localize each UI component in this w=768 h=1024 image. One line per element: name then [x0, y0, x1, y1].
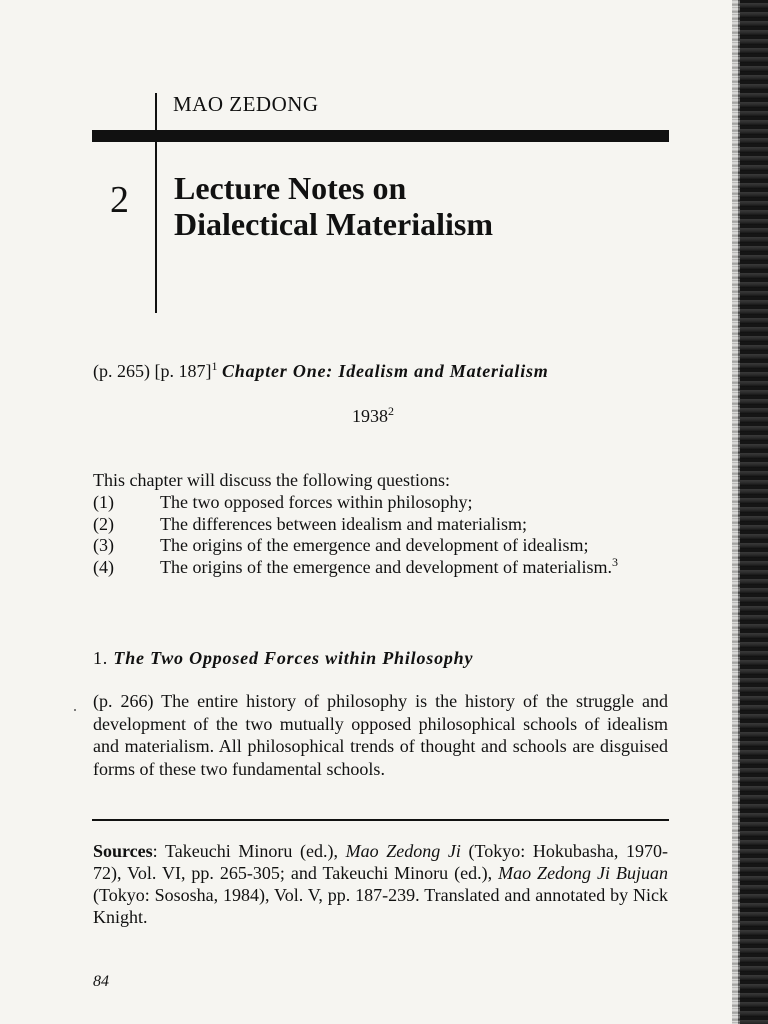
sources-text-1: : Takeuchi Minoru (ed.),	[152, 841, 346, 861]
year	[352, 406, 394, 427]
footnote-marker: 2	[388, 404, 394, 418]
section-heading	[93, 648, 473, 669]
reference-pages: (p. 265) [p. 187]	[93, 361, 212, 381]
question-item	[93, 535, 668, 557]
sources-rule	[92, 819, 669, 821]
question-number: (1)	[93, 492, 114, 512]
question-text-body: The origins of the emergence and development of idealism;	[160, 535, 589, 555]
sources-text-3: (Tokyo: Sososha, 1984), Vol. V, pp. 187-239. Translated and annotated by Nick Knight.	[93, 885, 668, 927]
question-item	[93, 492, 668, 514]
question-list	[93, 492, 668, 578]
question-text	[160, 492, 668, 514]
question-text	[160, 535, 668, 557]
footnote-marker: 1	[211, 359, 218, 373]
question-number: (3)	[93, 535, 114, 555]
section-title: The Two Opposed Forces within Philosophy	[113, 648, 474, 668]
sources-note	[93, 840, 668, 928]
sources-text-2: (Tokyo: Hokubasha, 1970-72), Vol. VI, pp. 265-305; and Takeuchi Minoru (ed.),	[93, 841, 668, 883]
question-number: (4)	[93, 556, 114, 577]
body-paragraph: (p. 266) The entire history of philosophy is the history of the struggle and development of the two mutually opposed philosophical schools of idealism and materialism. All philosophical trends of thought and schools are disguised forms of these two fundamental schools.	[93, 691, 668, 779]
question-number: (2)	[93, 513, 114, 534]
question-item	[93, 514, 668, 536]
sources-work-2: Mao Zedong Ji Bujuan	[498, 863, 668, 883]
question-text-body: The origins of the emergence and development of materialism.	[160, 556, 613, 577]
section-number: 1.	[93, 648, 109, 668]
page-number: 84	[93, 973, 109, 990]
footnote-marker: 3	[612, 554, 619, 569]
question-text	[160, 554, 668, 579]
header-rule	[92, 130, 669, 142]
vertical-rule	[155, 93, 157, 313]
chapter-title-line-2: Dialectical Materialism	[174, 206, 493, 242]
speck	[74, 709, 76, 711]
chapter-title	[174, 170, 493, 242]
intro-text: This chapter will discuss the following questions:	[93, 470, 450, 490]
chapter-number: 2	[110, 179, 129, 221]
page-reference	[93, 360, 673, 382]
sources-work-1: Mao Zedong Ji	[345, 841, 461, 861]
book-spine-edge	[738, 0, 768, 1024]
chapter-title-line-1: Lecture Notes on	[174, 170, 407, 206]
question-text-body: The two opposed forces within philosophy;	[160, 492, 473, 512]
year-text: 1938	[352, 406, 388, 426]
question-item	[93, 554, 668, 579]
question-text	[160, 514, 668, 536]
chapter-label: Chapter One: Idealism and Materialism	[221, 361, 549, 381]
author-name: MAO ZEDONG	[173, 92, 319, 116]
question-text-body: The differences between idealism and materialism;	[160, 513, 528, 534]
sources-label: Sources	[93, 841, 153, 861]
